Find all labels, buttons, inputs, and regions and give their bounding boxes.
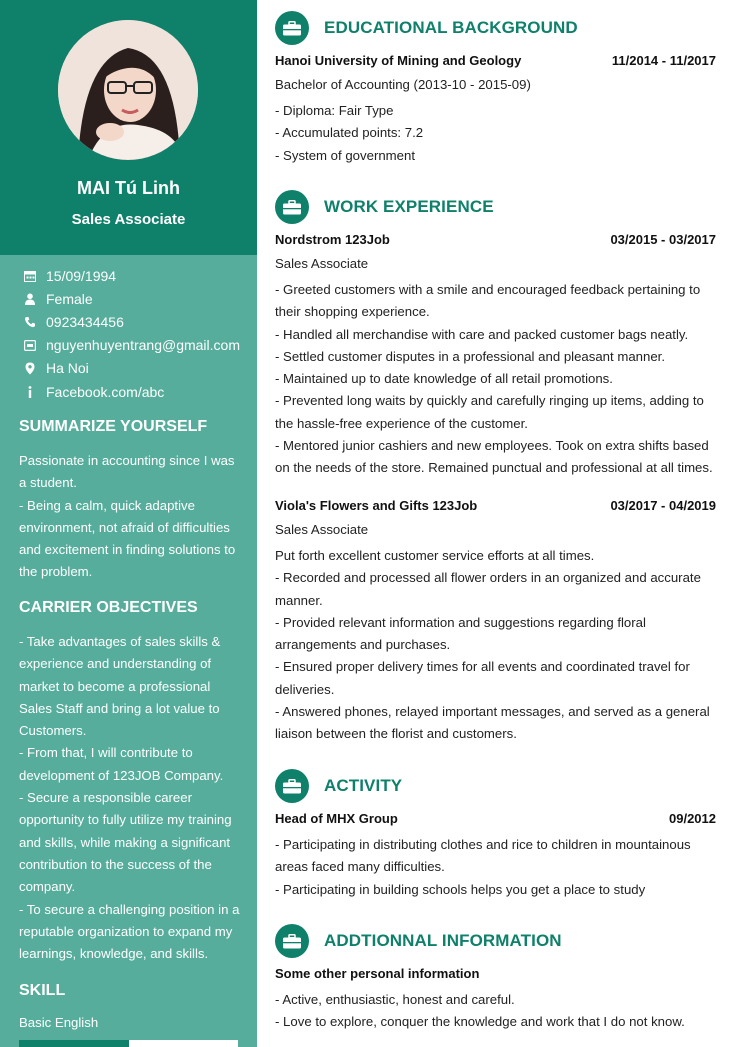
activity-title: ACTIVITY: [324, 776, 403, 795]
activity-header: [275, 768, 402, 804]
skill-bar-fill: [19, 1040, 129, 1047]
activity-details: - Participating in distributing clothes and rice to children in mountainous areas faced many difficulties. - Participating in building schools helps you get a place to study: [275, 837, 691, 897]
contact-value: 15/09/1994: [46, 267, 117, 284]
job-row: [275, 498, 716, 513]
education-dates: 11/2014 - 11/2017: [611, 53, 716, 68]
objectives-heading: CARRIER OBJECTIVES: [19, 599, 198, 616]
profile-role: Sales Associate: [71, 211, 186, 228]
education-title: EDUCATIONAL BACKGROUND: [324, 18, 578, 37]
skill-section: [19, 981, 243, 1034]
briefcase-icon: [275, 924, 309, 958]
contact-website[interactable]: [22, 380, 252, 403]
job-details: - Greeted customers with a smile and encouraged feedback pertaining to their shopping experience. - Handled all merchandise with care and packed customer bags neatly. - Settled customer disputes in a professional and pleasant manner. - Maintained up to date knowledge of all retail promotions. - Prevented long waits by quickly and carefully ringing up items, adding to the hassle-free experience of the customer. - Mentored junior cashiers and new employees. Took on extra shifts based on the needs of the store. Remained punctual and professional at all times.: [275, 282, 713, 476]
job-dates: 03/2017 - 04/2019: [610, 498, 716, 513]
calendar-icon: [22, 269, 38, 283]
contact-value: 0923434456: [46, 313, 124, 330]
contact-value: Female: [46, 290, 93, 307]
skill-name: Basic English: [19, 1015, 99, 1030]
additional-details: - Active, enthusiastic, honest and careful. - Love to explore, conquer the knowledge and work that I do not know.: [275, 992, 685, 1030]
avatar: [58, 20, 198, 160]
contact-value: Ha Noi: [46, 360, 89, 377]
activity-row: [275, 811, 716, 826]
education-row: [275, 53, 716, 68]
contact-value[interactable]: nguyenhuyentrang@gmail.com: [46, 337, 240, 354]
education-details: - Diploma: Fair Type - Accumulated points: 7.2 - System of government: [275, 103, 424, 163]
objectives-section: [19, 598, 243, 965]
contact-birthday: [22, 264, 252, 287]
skill-heading: SKILL: [19, 982, 66, 999]
additional-subtitle-row: [275, 966, 716, 981]
school-name: Hanoi University of Mining and Geology: [275, 53, 522, 68]
job-company: Nordstrom 123Job: [275, 232, 390, 247]
degree: Bachelor of Accounting (2013-10 - 2015-09): [275, 77, 531, 92]
sidebar: [0, 0, 257, 1047]
contact-email[interactable]: [22, 334, 252, 357]
job-dates: 03/2015 - 03/2017: [610, 232, 716, 247]
email-icon: [22, 338, 38, 352]
job-position: Sales Associate: [275, 522, 369, 537]
additional-header: [275, 923, 562, 959]
education-header: [275, 10, 578, 46]
work-header: [275, 189, 494, 225]
contact-list: [22, 264, 252, 403]
profile-header: [0, 0, 257, 255]
briefcase-icon: [275, 11, 309, 45]
work-title: WORK EXPERIENCE: [324, 197, 494, 216]
contact-value[interactable]: Facebook.com/abc: [46, 383, 165, 400]
summary-section: [19, 417, 243, 584]
user-icon: [22, 292, 38, 306]
contact-phone: [22, 310, 252, 333]
job-details: Put forth excellent customer service efforts at all times. - Recorded and processed all flower orders in an organized and accurate manner. - Provided relevant information and suggestions regarding floral arrangements and purchases. - Ensured proper delivery times for all events and coordinated travel for deliveries. - Answered phones, relayed important messages, and served as a general liaison between the florist and customers.: [275, 548, 710, 742]
profile-name: MAI Tú Linh: [77, 178, 180, 198]
briefcase-icon: [275, 190, 309, 224]
objectives-text: - Take advantages of sales skills & experience and understanding of market to become a professional Sales Staff and bring a lot value to Customers. - From that, I will contribute to development of 123JOB Company. - Secure a responsible career opportunity to fully utilize my training and skills, while making a significant contribution to the success of the company. - To secure a challenging position in a reputable organization to expand my learnings, knowledge, and skills.: [19, 634, 240, 962]
phone-icon: [22, 315, 38, 329]
contact-gender: [22, 287, 252, 310]
activity-org: Head of MHX Group: [275, 811, 398, 826]
location-icon: [22, 361, 38, 375]
activity-dates: 09/2012: [669, 811, 716, 826]
main-content: [257, 0, 736, 1047]
contact-location: [22, 357, 252, 380]
skill-bar: [19, 1040, 238, 1047]
summary-text: Passionate in accounting since I was a student. - Being a calm, quick adaptive environment, not afraid of difficulties and excitement in finding solutions to the problem.: [19, 453, 236, 580]
job-row: [275, 232, 716, 247]
briefcase-icon: [275, 769, 309, 803]
info-icon: [22, 385, 38, 399]
additional-subtitle: Some other personal information: [275, 966, 480, 981]
job-company: Viola's Flowers and Gifts 123Job: [275, 498, 478, 513]
additional-title: ADDTIONNAL INFORMATION: [324, 931, 562, 950]
job-position: Sales Associate: [275, 256, 369, 271]
summary-heading: SUMMARIZE YOURSELF: [19, 418, 208, 435]
